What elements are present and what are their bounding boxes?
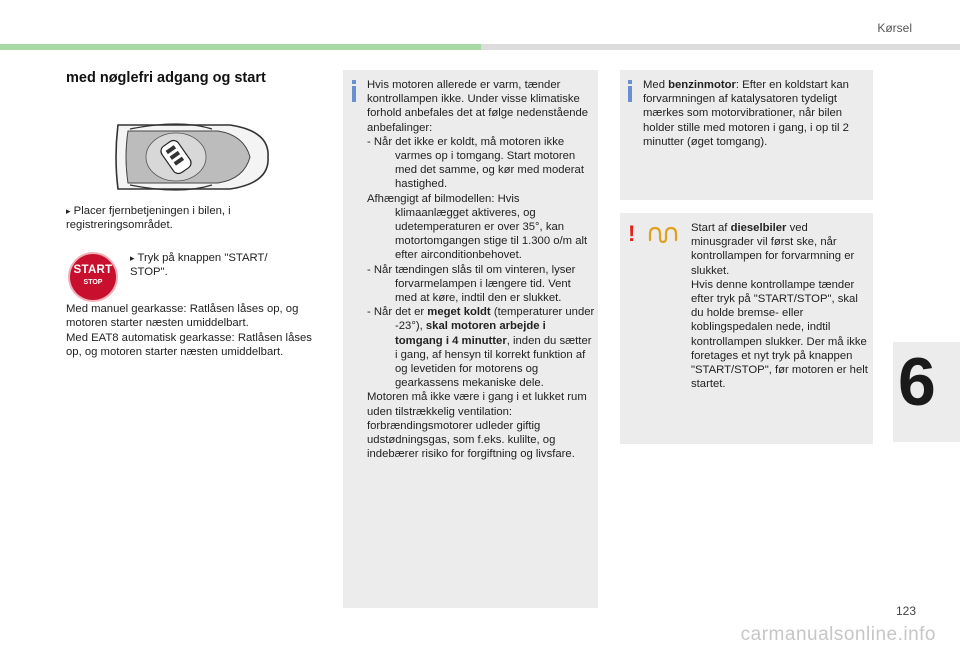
car-key-illustration (110, 117, 274, 197)
start-stop-button (70, 254, 116, 300)
text-segment: - Når det er (367, 306, 428, 319)
info-item-winter: - Når tændingen slås til om vinteren, lyser forvarmelampen i længere tid. Vent med at køre, indtil den er slukket. (367, 263, 576, 305)
diesel-start-text (691, 221, 869, 278)
text-segment: : Efter en koldstart kan forvarmningen af katalysatoren tydeligt mærkes som motorvibrationer, når bilen holder stille med motoren i gang, i op til 2 minutter (øget tomgang). (643, 79, 849, 148)
text-segment: ved minusgrader vil først ske, når kontrollampen for forvarmning er slukket. (691, 222, 855, 277)
text-segment: , inden du sætter i gang, af hensyn til korrekt funktion af og levetiden for motorens og gearkassens mekaniske dele. (395, 334, 592, 390)
paragraph-manual-gearbox: Med manuel gearkasse: Ratlåsen låses op, og motoren starter næsten umiddelbart. (66, 303, 299, 330)
instruction-text: Tryk på knappen "START/ STOP". (130, 252, 268, 279)
glow-plug-icon (648, 226, 678, 244)
text-segment: (temperaturer under -23°), (395, 306, 595, 333)
chapter-number: 6 (898, 344, 936, 420)
petrol-info-text (643, 78, 868, 149)
warning-icon: ! (628, 221, 636, 246)
watermark: carmanualsonline.info (740, 624, 936, 645)
info-icon (628, 86, 632, 102)
emphasis-text: meget koldt (427, 306, 491, 319)
emphasis-text: skal motoren arbejde i tomgang i 4 minutter (395, 320, 546, 347)
instruction-press-start (130, 251, 290, 279)
info-icon (352, 86, 356, 102)
page-number: 123 (895, 604, 916, 618)
chapter-title: Kørsel (877, 21, 912, 35)
header-rule (481, 44, 960, 50)
info-intro: Hvis motoren allerede er varm, tænder kontrollampen ikke. Under visse klimatiske forhold anbefales det at følge nedenstående anbefalinger: (367, 79, 589, 134)
stop-label: STOP (83, 279, 103, 286)
info-item-aircon: Afhængigt af bilmodellen: Hvis klimaanlægget aktiveres, og udetemperaturen er over 35°, kan motortomgangen stige til 1.300 o/m alt efter airconditionbehovet. (367, 192, 588, 262)
bullet-icon: ▸ (66, 206, 71, 216)
emphasis-text: benzinmotor (668, 79, 736, 91)
preheat-coil-icon (648, 226, 678, 244)
text-segment: Med (643, 79, 669, 91)
header-accent-bar (0, 44, 481, 50)
info-closing: Motoren må ikke være i gang i et lukket rum uden tilstrækkelig ventilation: forbrændingsmotorer udleder giftig udstødningsgas, som f.eks. kulilte, og indebærer risiko for forgiftning og livsfare. (367, 391, 587, 461)
bullet-icon: ▸ (130, 253, 135, 263)
diesel-warning-text (691, 221, 869, 391)
start-label: START (73, 264, 113, 276)
emphasis-text: dieselbiler (730, 222, 787, 234)
info-item-very-cold (367, 305, 595, 390)
instruction-place-key (66, 204, 316, 232)
paragraph-eat8-gearbox: Med EAT8 automatisk gearkasse: Ratlåsen låses op, og motoren starter næsten umiddelbart. (66, 332, 312, 359)
instruction-text: Placer fjernbetjeningen i bilen, i registreringsområdet. (66, 205, 231, 232)
section-title: med nøglefri adgang og start (66, 70, 266, 86)
diesel-lamp-text: Hvis denne kontrollampe tænder efter tryk på "START/STOP", skal du holde bremse- eller koblingspedalen nede, indtil kontrollampen slukker. Der må ikke foretages et nyt tryk på knappen "START/STOP", før motoren er helt startet. (691, 278, 868, 391)
info-item-not-cold: - Når det ikke er koldt, må motoren ikke varmes op i tomgang. Start motoren med det samme, og kør med moderat hastighed. (367, 135, 584, 191)
car-top-view-icon (110, 117, 274, 197)
info-panel-text (367, 78, 595, 461)
text-segment: Start af (691, 222, 731, 234)
